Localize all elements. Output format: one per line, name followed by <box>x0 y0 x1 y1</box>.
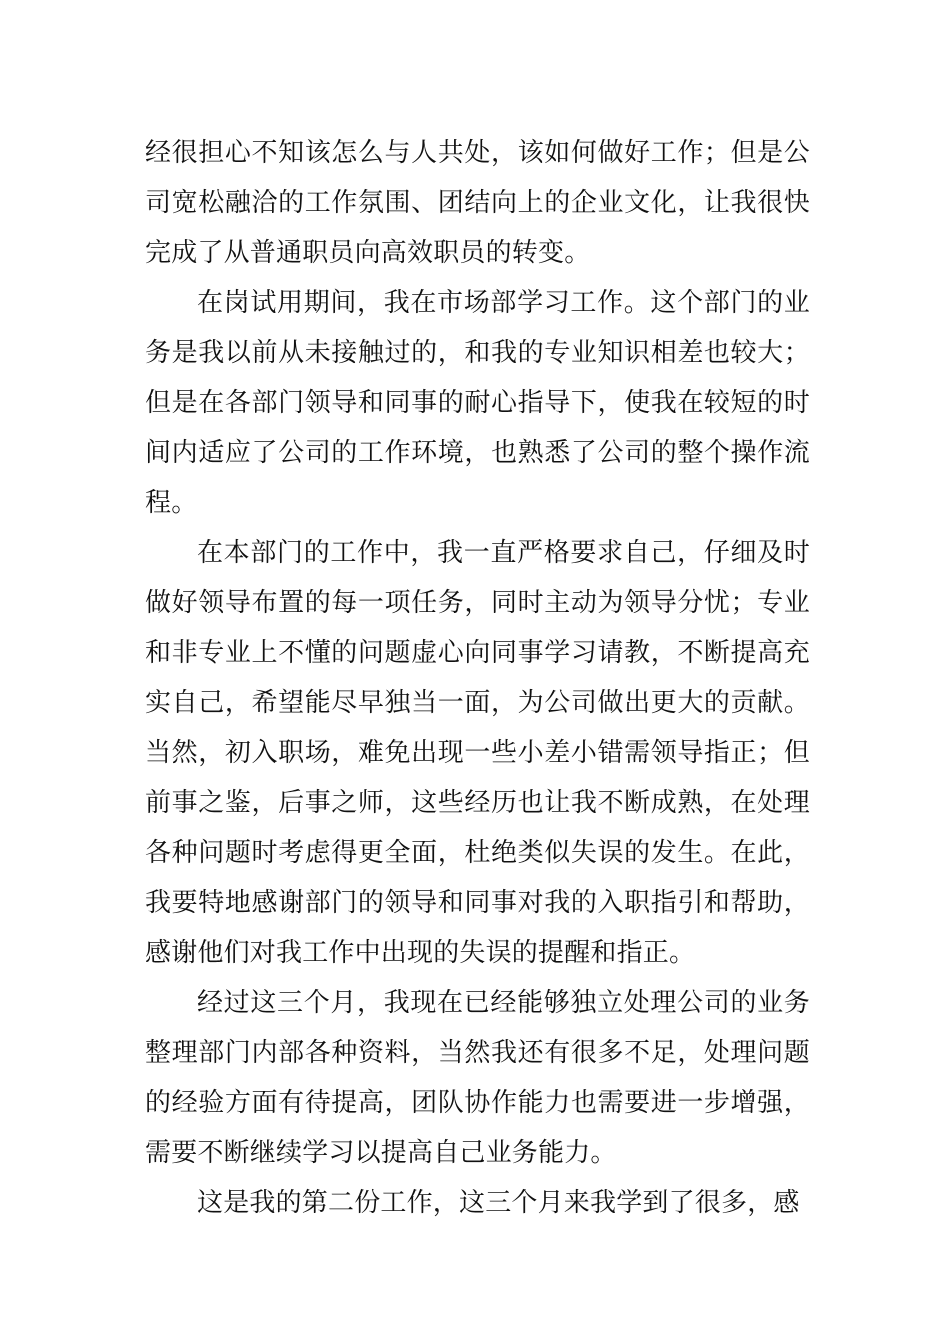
paragraph-1: 经很担心不知该怎么与人共处，该如何做好工作；但是公司宽松融洽的工作氛围、团结向上的企业文化，让我很快完成了从普通职员向高效职员的转变。 <box>145 138 810 268</box>
paragraph-2: 在岗试用期间，我在市场部学习工作。这个部门的业务是我以前从未接触过的，和我的专业知识相差也较大；但是在各部门领导和同事的耐心指导下，使我在较短的时间内适应了公司的工作环境，也熟悉了公司的整个操作流程。 <box>145 288 810 518</box>
paragraph-4: 经过这三个月，我现在已经能够独立处理公司的业务整理部门内部各种资料，当然我还有很多不足，处理问题的经验方面有待提高，团队协作能力也需要进一步增强，需要不断继续学习以提高自己业务能力。 <box>145 988 810 1168</box>
paragraph-5: 这是我的第二份工作，这三个月来我学到了很多，感 <box>197 1188 800 1218</box>
paragraph-3: 在本部门的工作中，我一直严格要求自己，仔细及时做好领导布置的每一项任务，同时主动为领导分忧；专业和非专业上不懂的问题虚心向同事学习请教，不断提高充实自己，希望能尽早独当一面，为公司做出更大的贡献。当然，初入职场，难免出现一些小差小错需领导指正；但前事之鉴，后事之师，这些经历也让我不断成熟，在处理各种问题时考虑得更全面，杜绝类似失误的发生。在此，我要特地感谢部门的领导和同事对我的入职指引和帮助，感谢他们对我工作中出现的失误的提醒和指正。 <box>145 538 810 968</box>
document-page <box>145 128 810 1228</box>
